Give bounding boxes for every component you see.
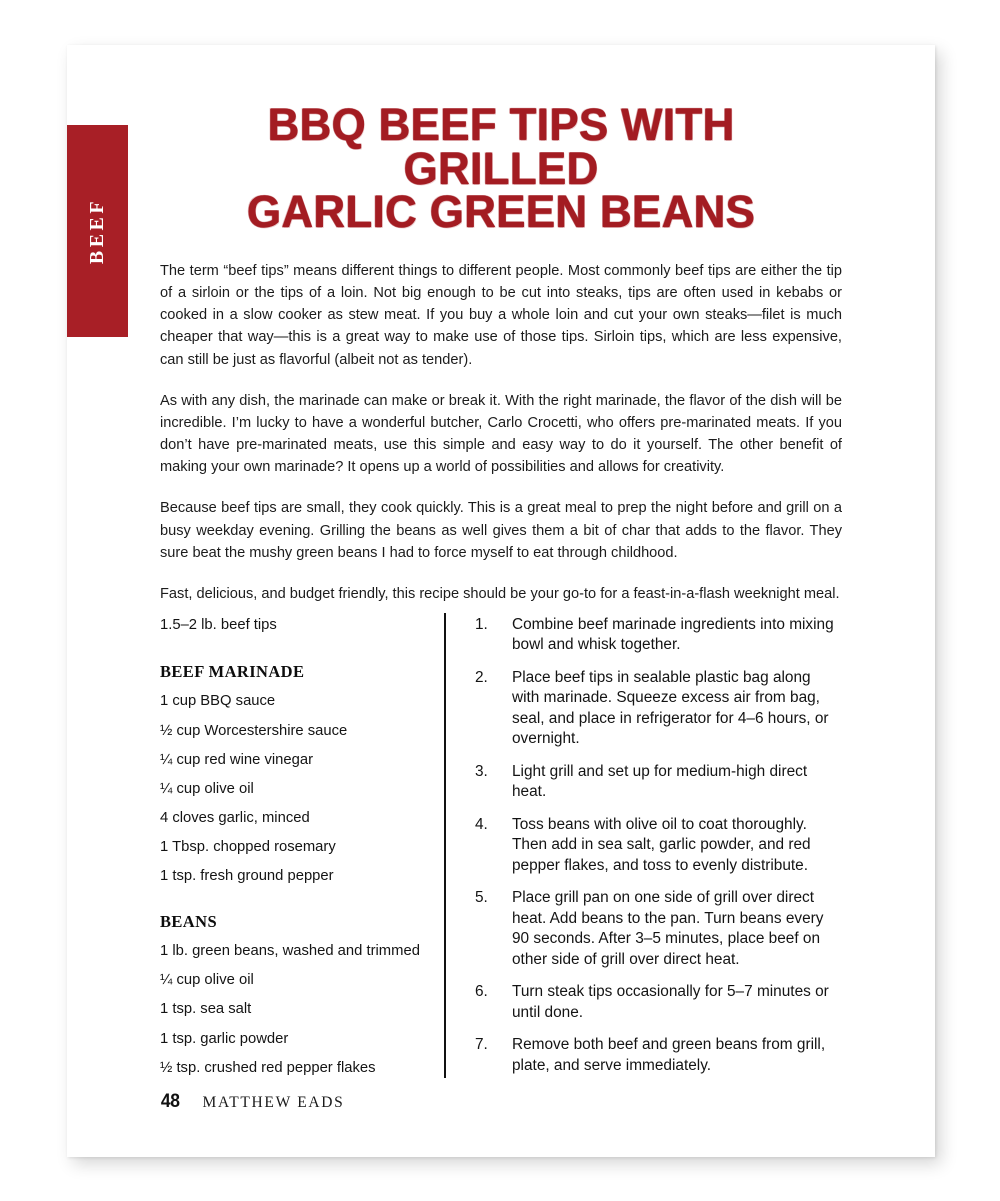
ingredient-item: ¼ cup olive oil	[160, 780, 254, 797]
intro-paragraph: Fast, delicious, and budget friendly, this recipe should be your go-to for a feast-in-a-flash weeknight meal.	[160, 585, 840, 602]
page-sheet	[67, 45, 935, 1157]
step-number: 4.	[475, 815, 488, 833]
step-text: Place beef tips in sealable plastic bag along with marinade. Squeeze excess air from bag, seal, and place in refrigerator for 4–6 hours, or overnight.	[512, 668, 829, 748]
page-footer	[160, 1091, 345, 1113]
ingredient-item: ½ cup Worcestershire sauce	[160, 722, 348, 739]
direction-step	[472, 615, 842, 656]
ingredients-column	[160, 613, 432, 1078]
ingredient-list	[160, 941, 432, 1078]
step-text: Light grill and set up for medium-high direct heat.	[512, 762, 808, 801]
ingredient-item: 1 tsp. sea salt	[160, 1001, 252, 1018]
ingredient-item: 1 lb. green beans, washed and trimmed	[160, 943, 420, 960]
recipe-title	[170, 45, 832, 238]
step-text: Place grill pan on one side of grill over direct heat. Add beans to the pan. Turn beans every 90 seconds. After 3–5 minutes, place beef on other side of grill over direct heat.	[512, 889, 824, 968]
ingredient-group	[160, 662, 432, 886]
step-text: Toss beans with olive oil to coat thoroughly. Then add in sea salt, garlic powder, and red pepper flakes, and toss to evenly distribute.	[512, 815, 811, 874]
chapter-tab-beef	[67, 125, 128, 337]
ingredient-item: ¼ cup olive oil	[160, 972, 254, 989]
direction-step	[472, 815, 842, 876]
ingredient-list	[160, 691, 432, 886]
direction-step	[472, 762, 842, 803]
direction-step	[472, 668, 842, 750]
step-number: 7.	[475, 1036, 488, 1054]
ingredient-group	[160, 912, 432, 1078]
ingredient-group-heading: BEANS	[160, 912, 218, 932]
step-number: 5.	[475, 889, 488, 907]
step-text: Combine beef marinade ingredients into mixing bowl and whisk together.	[512, 616, 834, 654]
step-number: 6.	[475, 983, 488, 1001]
ingredient-item: ½ tsp. crushed red pepper flakes	[160, 1059, 376, 1076]
recipe-body	[160, 613, 842, 1078]
ingredient-item: 1 Tbsp. chopped rosemary	[160, 839, 336, 855]
intro-section	[160, 260, 842, 605]
step-number: 2.	[475, 668, 488, 686]
ingredient-item: ¼ cup red wine vinegar	[160, 751, 313, 768]
page-number: 48	[160, 1091, 180, 1112]
direction-step	[472, 888, 842, 970]
ingredient-lead-item: 1.5–2 lb. beef tips	[160, 617, 277, 633]
intro-paragraph: Because beef tips are small, they cook quickly. This is a great meal to prep the night before and grill on a busy weekday evening. Grilling the beans as well gives them a bit of char that adds to the flavor. They sure beat the mushy green beans I had to force myself to eat through childhood.	[160, 500, 842, 561]
ingredient-item: 1 tsp. garlic powder	[160, 1030, 289, 1047]
step-text: Turn steak tips occasionally for 5–7 minutes or until done.	[512, 983, 829, 1021]
recipe-title-line-1: BBQ BEEF TIPS WITH GRILLED	[267, 99, 735, 194]
author-name: MATTHEW EADS	[202, 1094, 345, 1111]
page-content	[160, 45, 842, 1157]
direction-step	[472, 982, 842, 1023]
ingredient-item: 1 cup BBQ sauce	[160, 693, 276, 710]
direction-step	[472, 1035, 842, 1076]
ingredient-item: 1 tsp. fresh ground pepper	[160, 868, 334, 885]
ingredient-group-heading: BEEF MARINADE	[160, 662, 305, 682]
step-text: Remove both beef and green beans from grill, plate, and serve immediately.	[512, 1036, 826, 1074]
recipe-title-line-2: GARLIC GREEN BEANS	[246, 186, 756, 238]
step-number: 3.	[475, 762, 488, 780]
directions-column	[446, 613, 842, 1076]
directions-list	[472, 615, 842, 1076]
chapter-tab-label: BEEF	[86, 197, 109, 265]
intro-paragraph: The term “beef tips” means different things to different people. Most commonly beef tips are either the tip of a sirloin or the tips of a loin. Not big enough to be cut into steaks, tips are often used in kebabs or cooked in a slow cooker as stew meat. If you buy a whole loin and cut your own steaks—filet is much cheaper that way—this is a great way to make use of those tips. Sirloin tips, which are less expensive, can still be just as flavorful (albeit not as tender).	[160, 262, 842, 368]
step-number: 1.	[475, 616, 488, 633]
intro-paragraph: As with any dish, the marinade can make or break it. With the right marinade, the flavor of the dish will be incredible. I’m lucky to have a wonderful butcher, Carlo Crocetti, who offers pre-marinated meats. If you don’t have pre-marinated meats, use this simple and easy way to do it yourself. The other benefit of making your own marinade? It opens up a world of possibilities and allows for creativity.	[160, 392, 842, 476]
ingredient-item: 4 cloves garlic, minced	[160, 809, 310, 826]
